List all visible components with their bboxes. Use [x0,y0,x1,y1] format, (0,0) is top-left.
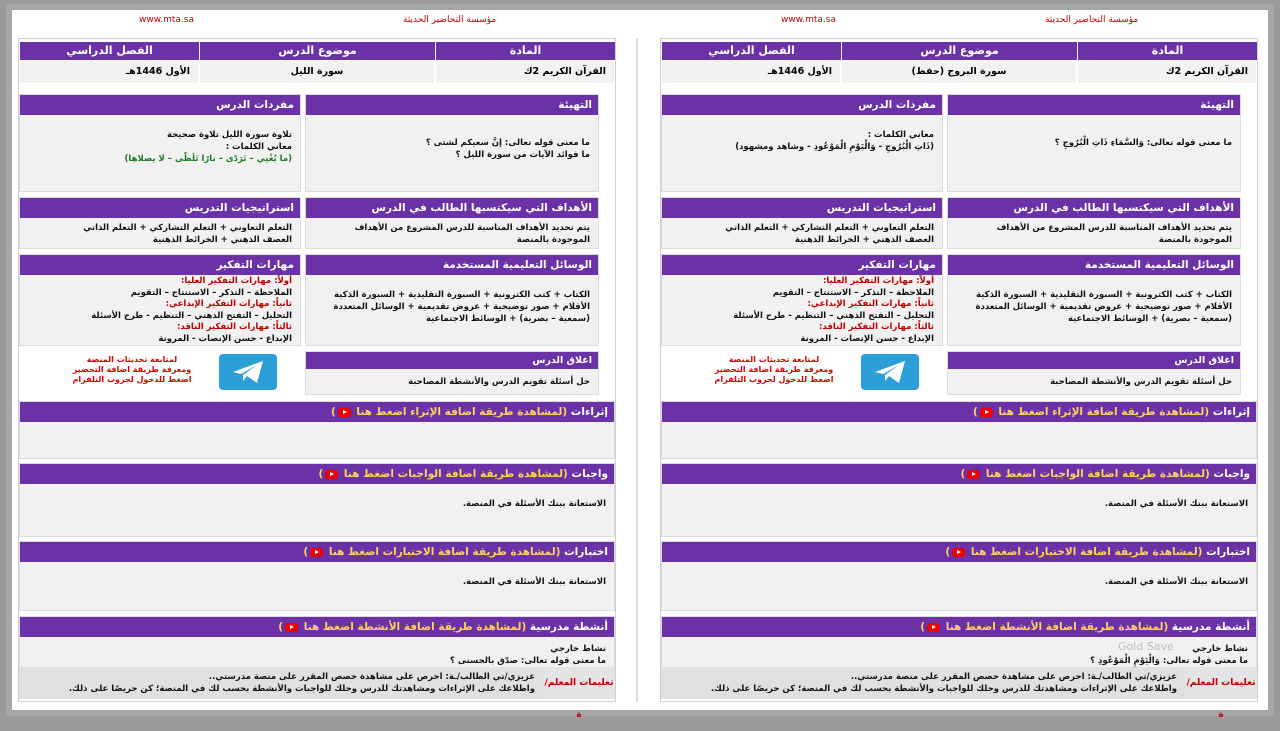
vocab-words: (ما يُغْنِي – تَرَدّى – نارًا تَلَظّى – لا يصلاها) [124,154,292,164]
strategies-body [20,218,300,250]
telegram-promo[interactable] [699,355,849,385]
left-lesson-page [18,15,616,720]
closure-body: حل أسئلة تقويم الدرس والأنشطة المصاحبة [1050,377,1232,387]
aids-body [948,275,1240,329]
tests-title: اختبارات [564,546,608,558]
enrichment-title: إثراءات [1212,406,1250,418]
vocab-line: (ذَاتِ الْبُرُوجِ - وَالْيَوْمِ الْمَوْعُودِ - وشاهد ومشهود) [735,142,934,152]
instructions-line: عزيزي/تي الطالب/ـة: احرص على مشاهدة حصص المقرر على منصة مدرستي.. [208,672,535,682]
enrichment-link[interactable]: (لمشاهدة طريقة اضافة الإثراء اضغط هنا [998,406,1210,418]
warmup-line: ما معنى قوله تعالى: وَالسَّمَاءِ ذَاتِ الْبُرُوجِ ؟ [1054,138,1232,148]
activities-title: أنشطة مدرسية [1171,621,1250,633]
aids-body [306,275,598,329]
warmup-line: ما معنى قوله تعالى: إنَّ سعيكم لشتى ؟ [425,138,590,148]
thinking-line: التحليل – التفتح الذهني – التنظيم - طرح الأسئلة [91,310,292,321]
objectives-body: يتم تحديد الأهداف المناسبة للدرس المشروع من الأهداف الموجودة بالمنصة [354,223,590,245]
aids-title: الوسائل التعليمية المستخدمة [306,255,598,275]
vocabulary-box [19,94,301,192]
strategies-box [661,197,943,249]
aids-line: الكتاب + كتب الكترونية + السبورة التقليدية + السبورة الذكية [334,290,590,300]
closure-title: اغلاق الدرس [948,352,1240,369]
instructions-line: واطلاعك على الإثراءات ومشاهدتك للدرس وحلك للواجبات والأنشطة بحسب لك في المنصة؛ كن حريصًا على ذلك. [68,684,535,694]
header-values [19,60,615,82]
activities-link[interactable]: (لمشاهدة طريقة اضافة الأنشطة اضغط هنا [303,621,527,633]
homework-box [19,463,615,537]
tests-link[interactable]: (لمشاهدة طريقة اضافة الاختبارات اضغط هنا [328,546,561,558]
tests-header: اختبارات (لمشاهدة طريقة اضافة الاختبارات اضغط هنا ) [20,542,614,562]
homework-link[interactable]: (لمشاهدة طريقة اضافة الواجبات اضغط هنا [343,468,568,480]
homework-header: واجبات (لمشاهدة طريقة اضافة الواجبات اضغط هنا ) [20,464,614,484]
youtube-icon[interactable] [927,623,940,632]
subject-label: المادة [435,42,615,60]
semester-label: الفصل الدراسي [661,42,841,60]
thinking-body [662,275,942,346]
warmup-body [306,115,598,165]
activities-link[interactable]: (لمشاهدة طريقة اضافة الأنشطة اضغط هنا [945,621,1169,633]
slide [12,10,1268,720]
vocab-line: تلاوة سورة الليل تلاوة صحيحة [166,130,292,140]
telegram-button[interactable] [861,354,919,390]
enrichment-box [661,401,1257,459]
vocab-line: معاني الكلمات : [225,142,292,152]
subject-value: القرآن الكريم 2ك [435,60,615,84]
vocabulary-body [662,115,942,157]
strategies-title: استراتيجيات التدريس [662,198,942,218]
strategies-box [19,197,301,249]
tests-box [661,541,1257,611]
teacher-instructions [19,667,615,720]
activities-line: نشاط خارجي [1192,644,1248,654]
closure-body: حل أسئلة تقويم الدرس والأنشطة المصاحبة [408,377,590,387]
tests-header: اختبارات (لمشاهدة طريقة اضافة الاختبارات اضغط هنا ) [662,542,1256,562]
strategies-line: التعلم التعاوني + التعلم التشاركي + التعلم الذاتي [83,223,292,233]
watermark: Gold Save [1118,640,1174,653]
activities-line: ما معنى قوله تعالى: وَالْيَوْمِ الْمَوْعُودِ ؟ [1090,656,1248,666]
topic-label: موضوع الدرس [841,42,1077,60]
warmup-box [947,94,1241,192]
homework-body: الاستعانة ببنك الأسئلة في المنصة. [1104,499,1248,509]
youtube-icon[interactable] [325,470,338,479]
objectives-title: الأهداف التي سيكتسبها الطالب في الدرس [948,198,1240,218]
closure-box [947,351,1241,395]
tests-body: الاستعانة ببنك الأسئلة في المنصة. [462,577,606,587]
thinking-line: التحليل – التفتح الذهني – التنظيم - طرح الأسئلة [733,310,934,321]
activities-body [20,637,614,671]
tests-title: اختبارات [1206,546,1250,558]
strategies-body [662,218,942,250]
warmup-title: التهيئة [306,95,598,115]
objectives-title: الأهداف التي سيكتسبها الطالب في الدرس [306,198,598,218]
aids-line: (سمعية – بصرية) + الوسائط الاجتماعية [1067,314,1232,324]
promo-line: ومعرفة طريقة اضافة التحضير [72,365,192,374]
right-lesson-page [660,15,1258,720]
thinking-heading: أولاً: مهارات التفكير العليا: [822,276,934,286]
promo-line: اضغط للدخول لجروب التلقرام [72,375,192,384]
warmup-body [948,115,1240,153]
topic-value: سورة البروج (حفظ) [841,60,1077,84]
instructions-label: تعليمات المعلم/ة [543,667,615,699]
aids-line: الكتاب + كتب الكترونية + السبورة التقليدية + السبورة الذكية [976,290,1232,300]
aids-line: (سمعية – بصرية) + الوسائط الاجتماعية [425,314,590,324]
instructions-text [661,667,1185,699]
objectives-box [947,197,1241,249]
subject-label: المادة [1077,42,1257,60]
youtube-icon[interactable] [285,623,298,632]
promo-line: لمتابعة تحديثات المنصة [86,355,178,364]
vocabulary-body [20,115,300,169]
thinking-heading: أولاً: مهارات التفكير العليا: [180,276,292,286]
thinking-line: الملاحظة – التذكر – الاستنتاج – التقويم [772,287,934,298]
closure-box [305,351,599,395]
telegram-button[interactable] [219,354,277,390]
subject-value: القرآن الكريم 2ك [1077,60,1257,84]
instructions-label: تعليمات المعلم/ة [1185,667,1257,699]
warmup-title: التهيئة [948,95,1240,115]
objectives-box [305,197,599,249]
org-name: مؤسسة التحاضير الحديثة [403,15,497,25]
site-url[interactable]: www.mta.sa [139,15,194,25]
thinking-line: الملاحظة – التذكر – الاستنتاج – التقويم [130,287,292,298]
header-row [661,42,1257,60]
tests-box [19,541,615,611]
thinking-heading: ثانياً: مهارات التفكير الإبداعي: [807,299,934,309]
thinking-heading: ثالثاً: مهارات التفكير الناقد: [819,322,934,332]
warmup-line: ما فوائد الآيات من سورة الليل ؟ [455,150,590,160]
instructions-line: واطلاعك على الإثراءات ومشاهدتك للدرس وحلك للواجبات والأنشطة بحسب لك في المنصة؛ كن حريصًا على ذلك. [710,684,1177,694]
youtube-icon[interactable] [952,548,965,557]
telegram-icon [219,354,277,390]
promo-line: اضغط للدخول لجروب التلقرام [714,375,834,384]
site-url[interactable]: www.mta.sa [781,15,836,25]
aids-line: الأقلام + صور توضيحية + عروض تقديمية + الوسائل المتعددة [975,302,1232,312]
semester-value: الأول 1446هـ [19,60,199,84]
tests-body: الاستعانة ببنك الأسئلة في المنصة. [1104,577,1248,587]
activities-title: أنشطة مدرسية [529,621,608,633]
instructions-line: عزيزي/تي الطالب/ـة: احرص على مشاهدة حصص المقرر على منصة مدرستي.. [850,672,1177,682]
header-values [661,60,1257,82]
promo-line: لمتابعة تحديثات المنصة [728,355,820,364]
activities-header: أنشطة مدرسية (لمشاهدة طريقة اضافة الأنشطة اضغط هنا ) [662,617,1256,637]
thinking-title: مهارات التفكير [20,255,300,275]
thinking-line: الإبداع - حسن الإنصات - المرونة [800,333,934,344]
thinking-line: الإبداع - حسن الإنصات - المرونة [158,333,292,344]
vocabulary-box [661,94,943,192]
youtube-icon[interactable] [310,548,323,557]
homework-link[interactable]: (لمشاهدة طريقة اضافة الواجبات اضغط هنا [985,468,1210,480]
thinking-title: مهارات التفكير [662,255,942,275]
activities-line: ما معنى قوله تعالى: صدّق بالحسنى ؟ [449,656,606,666]
homework-box [661,463,1257,537]
vocabulary-title: مفردات الدرس [20,95,300,115]
enrichment-header: إثراءات (لمشاهدة طريقة اضافة الإثراء اضغط هنا ) [20,402,614,422]
homework-title: واجبات [1213,468,1250,480]
semester-value: الأول 1446هـ [661,60,841,84]
telegram-icon [861,354,919,390]
aids-line: الأقلام + صور توضيحية + عروض تقديمية + الوسائل المتعددة [333,302,590,312]
aids-box [305,254,599,346]
instructions-text [19,667,543,699]
thinking-box [19,254,301,346]
teacher-instructions [661,667,1257,720]
strategies-line: التعلم التعاوني + التعلم التشاركي + التعلم الذاتي [725,223,934,233]
semester-label: الفصل الدراسي [19,42,199,60]
aids-box [947,254,1241,346]
warmup-box [305,94,599,192]
strategies-line: العصف الذهني + الخرائط الذهنية [794,235,934,245]
slide-frame [6,4,1274,720]
homework-header: واجبات (لمشاهدة طريقة اضافة الواجبات اضغط هنا ) [662,464,1256,484]
thinking-heading: ثانياً: مهارات التفكير الإبداعي: [165,299,292,309]
closure-title: اغلاق الدرس [306,352,598,369]
enrichment-header: إثراءات (لمشاهدة طريقة اضافة الإثراء اضغط هنا ) [662,402,1256,422]
enrichment-link[interactable]: (لمشاهدة طريقة اضافة الإثراء اضغط هنا [356,406,568,418]
strategies-title: استراتيجيات التدريس [20,198,300,218]
objectives-body: يتم تحديد الأهداف المناسبة للدرس المشروع من الأهداف الموجودة بالمنصة [996,223,1232,245]
topic-label: موضوع الدرس [199,42,435,60]
header-row [19,42,615,60]
vocab-line: معاني الكلمات : [867,130,934,140]
thinking-body [20,275,300,346]
org-name: مؤسسة التحاضير الحديثة [1045,15,1139,25]
strategies-line: العصف الذهني + الخرائط الذهنية [152,235,292,245]
homework-title: واجبات [571,468,608,480]
page-spine [636,38,638,702]
promo-line: ومعرفة طريقة اضافة التحضير [714,365,834,374]
activities-line: نشاط خارجي [550,644,606,654]
topic-value: سورة الليل [199,60,435,84]
vocabulary-title: مفردات الدرس [662,95,942,115]
thinking-box [661,254,943,346]
enrichment-box [19,401,615,459]
thinking-heading: ثالثاً: مهارات التفكير الناقد: [177,322,292,332]
aids-title: الوسائل التعليمية المستخدمة [948,255,1240,275]
activities-header: أنشطة مدرسية (لمشاهدة طريقة اضافة الأنشطة اضغط هنا ) [20,617,614,637]
youtube-icon[interactable] [980,408,993,417]
tests-link[interactable]: (لمشاهدة طريقة اضافة الاختبارات اضغط هنا [970,546,1203,558]
youtube-icon[interactable] [967,470,980,479]
youtube-icon[interactable] [338,408,351,417]
enrichment-title: إثراءات [570,406,608,418]
homework-body: الاستعانة ببنك الأسئلة في المنصة. [462,499,606,509]
telegram-promo[interactable] [57,355,207,385]
